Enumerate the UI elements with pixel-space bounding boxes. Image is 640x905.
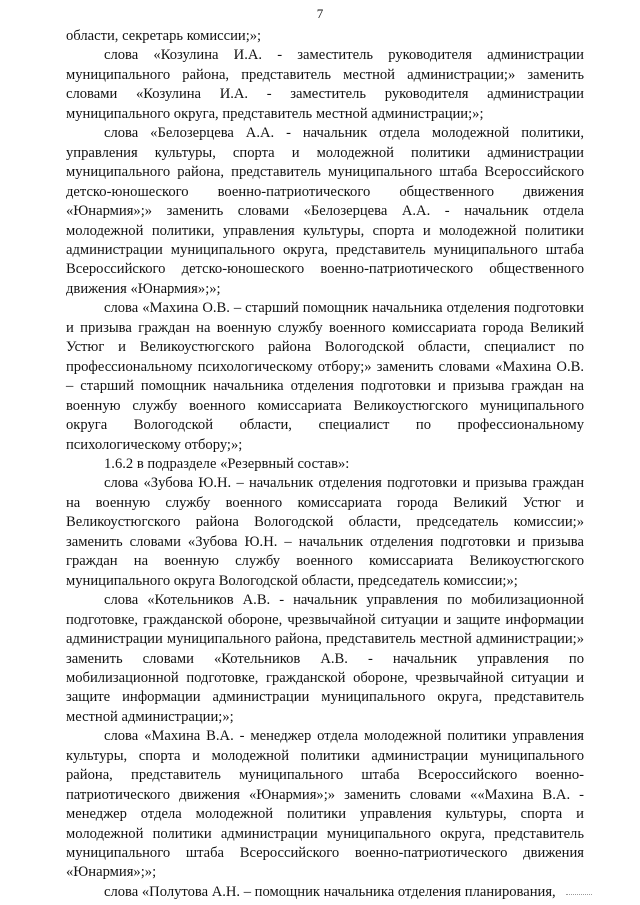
- paragraph-belozertseva: слова «Белозерцева А.А. - начальник отдела молодежной политики, управления культуры, спорта и молодежной политики администрации муниципального района, представитель муниципального штаба Всероссийского детско-юношеского военно-патриотического общественного движения «Юнармия»;» заменить словами «Белозерцева А.А. - начальник отдела молодежной политики, управления культуры, спорта и молодежной политики администрации муниципального округа, представитель муниципального штаба Всероссийского детско-юношеского военно-патриотического общественного движения «Юнармия»;»;: [66, 125, 584, 297]
- paragraph-makhina-ov: слова «Махина О.В. – старший помощник начальника отделения подготовки и призыва граждан на военную службу военного комиссариата города Великий Устюг и Великоустюгского района Вологодской области, специалист по профессиональному психологическому отбору;» заменить словами «Махина О.В. – старший помощник начальника отделения подготовки и призыва граждан на военную службу военного комиссариата Великоустюгского муниципального округа Вологодской области, специалист по профессиональному психологическому отбору;»;: [66, 300, 584, 453]
- page-number: 7: [316, 6, 324, 21]
- scan-artifact: [566, 894, 592, 898]
- paragraph-continuation: области, секретарь комиссии;»;: [66, 28, 262, 44]
- document-body: [66, 27, 584, 902]
- paragraph-kozulina: слова «Козулина И.А. - заместитель руководителя администрации муниципального района, представитель местной администрации;» заменить словами «Козулина И.А. - заместитель руководителя администрации муниципального округа, представитель местной администрации;»;: [66, 47, 584, 122]
- paragraph-kotelnikov: слова «Котельников А.В. - начальник управления по мобилизационной подготовке, гражданской обороне, чрезвычайной ситуации и защите информации администрации муниципального района, представитель местной администрации;» заменить словами «Котельников А.В. - начальник управления по мобилизационной подготовке, гражданской обороне, чрезвычайной ситуации и защите информации администрации муниципального округа, представитель местной администрации;»;: [66, 592, 584, 725]
- subsection-heading-reserve: 1.6.2 в подразделе «Резервный состав»:: [104, 455, 350, 472]
- paragraph-makhina-va: слова «Махина В.А. - менеджер отдела молодежной политики управления культуры, спорта и молодежной политики администрации муниципального района, представитель муниципального штаба Всероссийского военно-патриотического движения «Юнармия»;» заменить словами ««Махина В.А. - менеджер отдела молодежной политики управления культуры, спорта и молодежной политики администрации муниципального округа, представитель муниципального штаба Всероссийского военно-патриотического движения «Юнармия»;»;: [66, 728, 584, 881]
- paragraph-zubova: слова «Зубова Ю.Н. – начальник отделения подготовки и призыва граждан на военную службу военного комиссариата города Великий Устюг и Великоустюгского района Вологодской области, председатель комиссии;» заменить словами «Зубова Ю.Н. – начальник отделения подготовки и призыва граждан на военную службу военного комиссариата Великоустюгского муниципального округа Вологодской области, председатель комиссии;»;: [66, 475, 584, 589]
- paragraph-polutova: слова «Полутова А.Н. – помощник начальника отделения планирования,: [104, 883, 556, 900]
